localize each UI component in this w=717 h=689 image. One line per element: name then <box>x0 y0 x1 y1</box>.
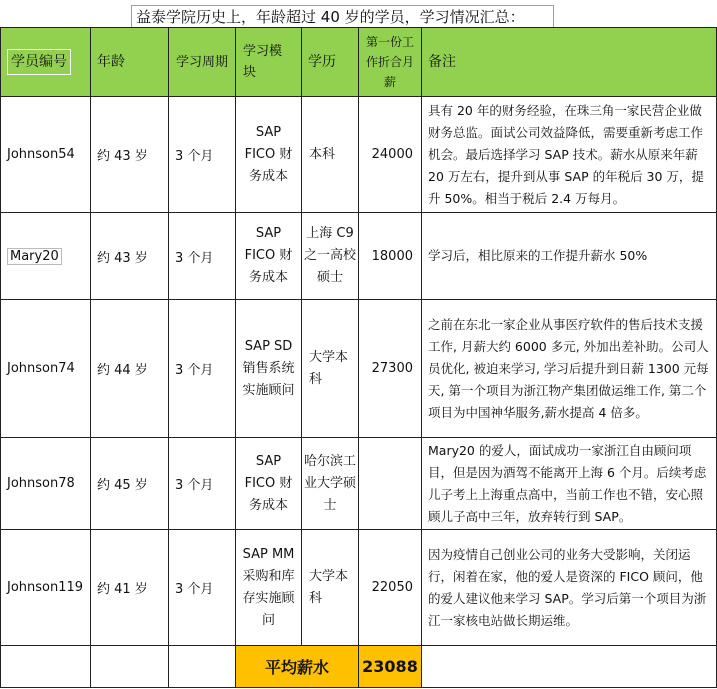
cell-period: 3 个月 <box>169 97 236 213</box>
table-row <box>1 97 717 213</box>
footer-empty <box>169 646 236 688</box>
title-row <box>0 0 717 27</box>
cell-age: 约 44 岁 <box>91 300 169 438</box>
cell-age: 约 45 岁 <box>91 438 169 530</box>
cell-age: 约 43 岁 <box>91 97 169 213</box>
cell-period: 3 个月 <box>169 213 236 300</box>
cell-module: SAP FICO 财务成本 <box>236 97 302 213</box>
cell-id: Mary20 <box>1 213 91 300</box>
cell-id: Johnson74 <box>1 300 91 438</box>
cell-id: Johnson78 <box>1 438 91 530</box>
header-row <box>1 28 717 97</box>
header-note: 备注 <box>422 28 717 97</box>
cell-note: Mary20 的爱人，面试成功一家浙江自由顾问项目，但是因为酒驾不能离开上海 6 个月。后续考虑儿子考上上海重点高中，当前工作也不错，安心照顾儿子高中三年，放弃转行到 SAP。 <box>422 438 717 530</box>
cell-edu: 上海 C9 之一高校 硕士 <box>302 213 359 300</box>
cell-module: SAP FICO 财务成本 <box>236 213 302 300</box>
cell-age: 约 43 岁 <box>91 213 169 300</box>
cell-edu: 大学本科 <box>302 530 359 646</box>
cell-edu: 哈尔滨工业大学硕士 <box>302 438 359 530</box>
cell-salary: 27300 <box>359 300 422 438</box>
footer-row <box>1 646 717 688</box>
table-row <box>1 300 717 438</box>
cell-period: 3 个月 <box>169 438 236 530</box>
header-module: 学习模块 <box>236 28 302 97</box>
table-row <box>1 530 717 646</box>
header-age: 年龄 <box>91 28 169 97</box>
average-salary-label: 平均薪水 <box>236 646 359 688</box>
students-table <box>0 27 717 688</box>
cell-edu: 大学本科 <box>302 300 359 438</box>
cell-period: 3 个月 <box>169 530 236 646</box>
cell-module: SAP FICO 财务成本 <box>236 438 302 530</box>
average-salary-value: 23088 <box>359 646 422 688</box>
cell-edu: 本科 <box>302 97 359 213</box>
cell-salary: 18000 <box>359 213 422 300</box>
table-row <box>1 438 717 530</box>
footer-empty <box>1 646 91 688</box>
footer-empty <box>422 646 717 688</box>
header-salary: 第一份工作折合月薪 <box>359 28 422 97</box>
header-period: 学习周期 <box>169 28 236 97</box>
cell-salary: 22050 <box>359 530 422 646</box>
cell-salary: 24000 <box>359 97 422 213</box>
cell-note: 学习后，相比原来的工作提升薪水 50% <box>422 213 717 300</box>
cell-period: 3 个月 <box>169 300 236 438</box>
cell-age: 约 41 岁 <box>91 530 169 646</box>
table-row <box>1 213 717 300</box>
header-id: 学员编号 <box>1 28 91 97</box>
cell-module: SAP MM 采购和库存实施顾问 <box>236 530 302 646</box>
cell-module: SAP SD 销售系统实施顾问 <box>236 300 302 438</box>
cell-id: Johnson119 <box>1 530 91 646</box>
cell-id: Johnson54 <box>1 97 91 213</box>
cell-note: 之前在东北一家企业从事医疗软件的售后技术支援工作, 月薪大约 6000 多元, 外加出差补助。公司人员优化, 被迫来学习, 学习后提升到日薪 1300 元每天, 第一个项目为浙江物产集团做运维工作, 第二个项目为中国神华服务,薪水提高 4 倍多。 <box>422 300 717 438</box>
cell-salary <box>359 438 422 530</box>
cell-note: 具有 20 年的财务经验，在珠三角一家民营企业做财务总监。面试公司效益降低，需要重新考虑工作机会。最后选择学习 SAP 技术。薪水从原来年薪 20 万左右，提升到从事 SAP 的年税后 30 万，提升 50%。相当于税后 2.4 万每月。 <box>422 97 717 213</box>
footer-empty <box>91 646 169 688</box>
header-edu: 学历 <box>302 28 359 97</box>
table-title: 益泰学院历史上，年龄超过 40 岁的学员，学习情况汇总： <box>131 5 554 29</box>
cell-note: 因为疫情自己创业公司的业务大受影响，关闭运行，闲着在家，他的爱人是资深的 FICO 顾问，他的爱人建议他来学习 SAP。学习后第一个项目为浙江一家核电站做长期运维。 <box>422 530 717 646</box>
